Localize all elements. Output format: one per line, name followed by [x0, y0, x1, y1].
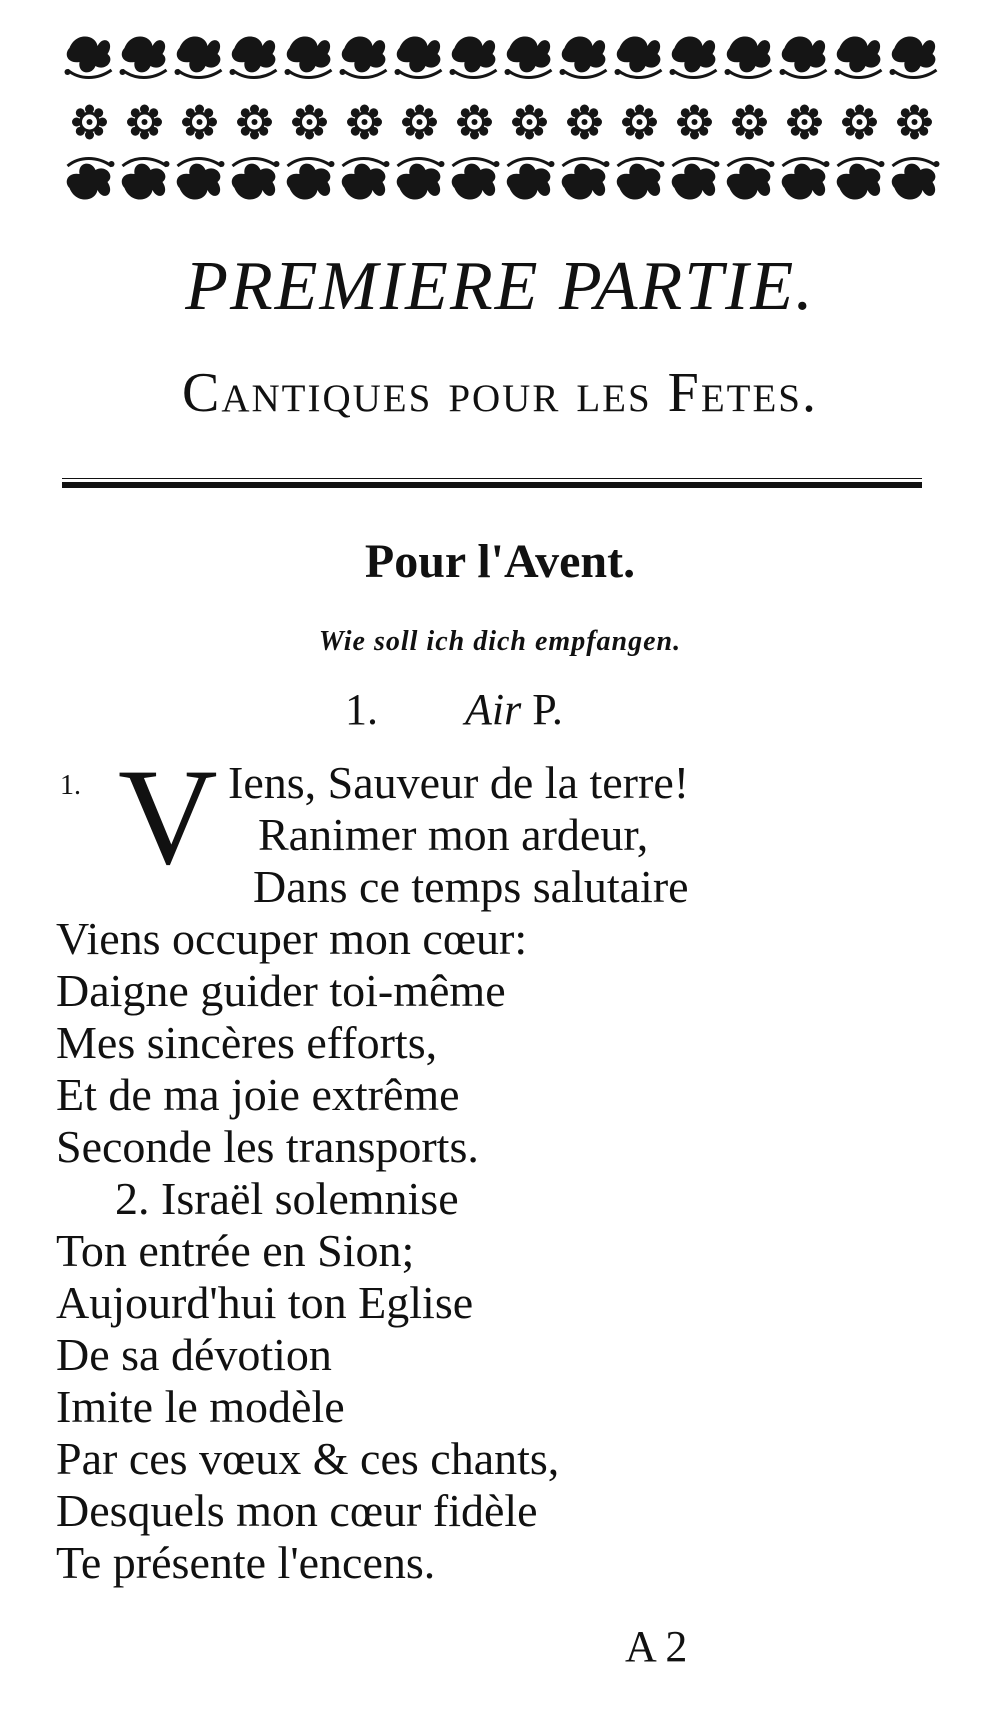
- leaf-ornament-icon: [672, 159, 720, 200]
- verse-line: Ton entrée en Sion;: [56, 1225, 415, 1276]
- rosette-ornament-icon: [347, 105, 382, 140]
- leaf-ornament-icon: [505, 37, 552, 78]
- leaf-ornament-icon: [395, 37, 442, 78]
- verse-line: Dans ce temps salutaire: [253, 861, 689, 912]
- rosette-ornament-icon: [182, 105, 217, 140]
- verse-line: Par ces vœux & ces chants,: [56, 1433, 560, 1484]
- leaf-ornament-icon: [782, 159, 830, 200]
- section-title: Pour l'Avent.: [364, 535, 636, 588]
- rosette-ornament-icon: [787, 105, 822, 140]
- leaf-ornament-icon: [65, 37, 112, 78]
- ornament-band: [62, 18, 942, 213]
- divider-rule: [62, 478, 922, 492]
- air-word: Air: [465, 685, 522, 734]
- verse-line: Iens, Sauveur de la terre!: [228, 757, 690, 808]
- leaf-ornament-icon: [342, 159, 390, 200]
- leaf-ornament-icon: [287, 159, 335, 200]
- leaf-ornament-icon: [175, 37, 222, 78]
- leaf-ornament-icon: [727, 159, 775, 200]
- rosette-ornament-icon: [72, 105, 107, 140]
- leaf-ornament-icon: [617, 159, 665, 200]
- leaf-ornament-icon: [562, 159, 610, 200]
- air-marker: [345, 685, 563, 734]
- part-heading: PREMIERE PARTIE.: [185, 248, 815, 325]
- leaf-ornament-icon: [835, 37, 882, 78]
- verse-line: Seconde les transports.: [56, 1121, 479, 1172]
- drop-cap: V: [118, 740, 218, 893]
- rosette-ornament-icon: [292, 105, 327, 140]
- leaf-ornament-icon: [230, 37, 277, 78]
- verse-line: 2. Israël solemnise: [115, 1173, 459, 1224]
- verse-number: 1.: [60, 770, 81, 801]
- rosette-ornament-icon: [732, 105, 767, 140]
- verse-line: De sa dévotion: [56, 1329, 332, 1380]
- leaf-ornament-icon: [340, 37, 387, 78]
- leaf-ornament-icon: [397, 159, 445, 200]
- leaf-ornament-icon: [890, 37, 937, 78]
- leaf-ornament-icon: [285, 37, 332, 78]
- rosette-ornament-icon: [567, 105, 602, 140]
- leaf-ornament-icon: [452, 159, 500, 200]
- rosette-ornament-icon: [457, 105, 492, 140]
- rosette-ornament-icon: [237, 105, 272, 140]
- leaf-ornament-icon: [120, 37, 167, 78]
- leaf-ornament-icon: [670, 37, 717, 78]
- leaf-ornament-icon: [780, 37, 827, 78]
- verse-line: Imite le modèle: [56, 1381, 345, 1432]
- leaf-ornament-icon: [122, 159, 170, 200]
- leaf-ornament-icon: [725, 37, 772, 78]
- signature-mark: A 2: [625, 1622, 688, 1671]
- leaf-ornament-icon: [615, 37, 662, 78]
- verse-line: Mes sincères efforts,: [56, 1017, 438, 1068]
- verse-line: Et de ma joie extrême: [56, 1069, 460, 1120]
- rosette-ornament-icon: [677, 105, 712, 140]
- leaf-ornament-icon: [177, 159, 225, 200]
- leaf-ornament-icon: [507, 159, 555, 200]
- rosette-ornament-icon: [842, 105, 877, 140]
- leaf-ornament-icon: [232, 159, 280, 200]
- leaf-ornament-icon: [837, 159, 885, 200]
- tune-name: Wie soll ich dich empfangen.: [318, 626, 682, 657]
- verse-line: Aujourd'hui ton Eglise: [56, 1277, 474, 1328]
- rosette-ornament-icon: [622, 105, 657, 140]
- air-letter: P.: [532, 685, 563, 734]
- leaf-ornament-icon: [67, 159, 115, 200]
- rosette-ornament-icon: [127, 105, 162, 140]
- verse-line: Te présente l'encens.: [56, 1537, 436, 1588]
- verse-line: Ranimer mon ardeur,: [258, 809, 649, 860]
- rosette-ornament-icon: [897, 105, 932, 140]
- part-subtitle: Cantiques pour les Fetes.: [181, 362, 818, 424]
- verse-line: Daigne guider toi-même: [56, 965, 506, 1016]
- rosette-ornament-icon: [402, 105, 437, 140]
- leaf-ornament-icon: [892, 159, 940, 200]
- leaf-ornament-icon: [450, 37, 497, 78]
- verse-line: Desquels mon cœur fidèle: [56, 1485, 538, 1536]
- verse-line: Viens occuper mon cœur:: [56, 913, 528, 964]
- air-number: 1.: [345, 685, 378, 734]
- leaf-ornament-icon: [560, 37, 607, 78]
- rosette-ornament-icon: [512, 105, 547, 140]
